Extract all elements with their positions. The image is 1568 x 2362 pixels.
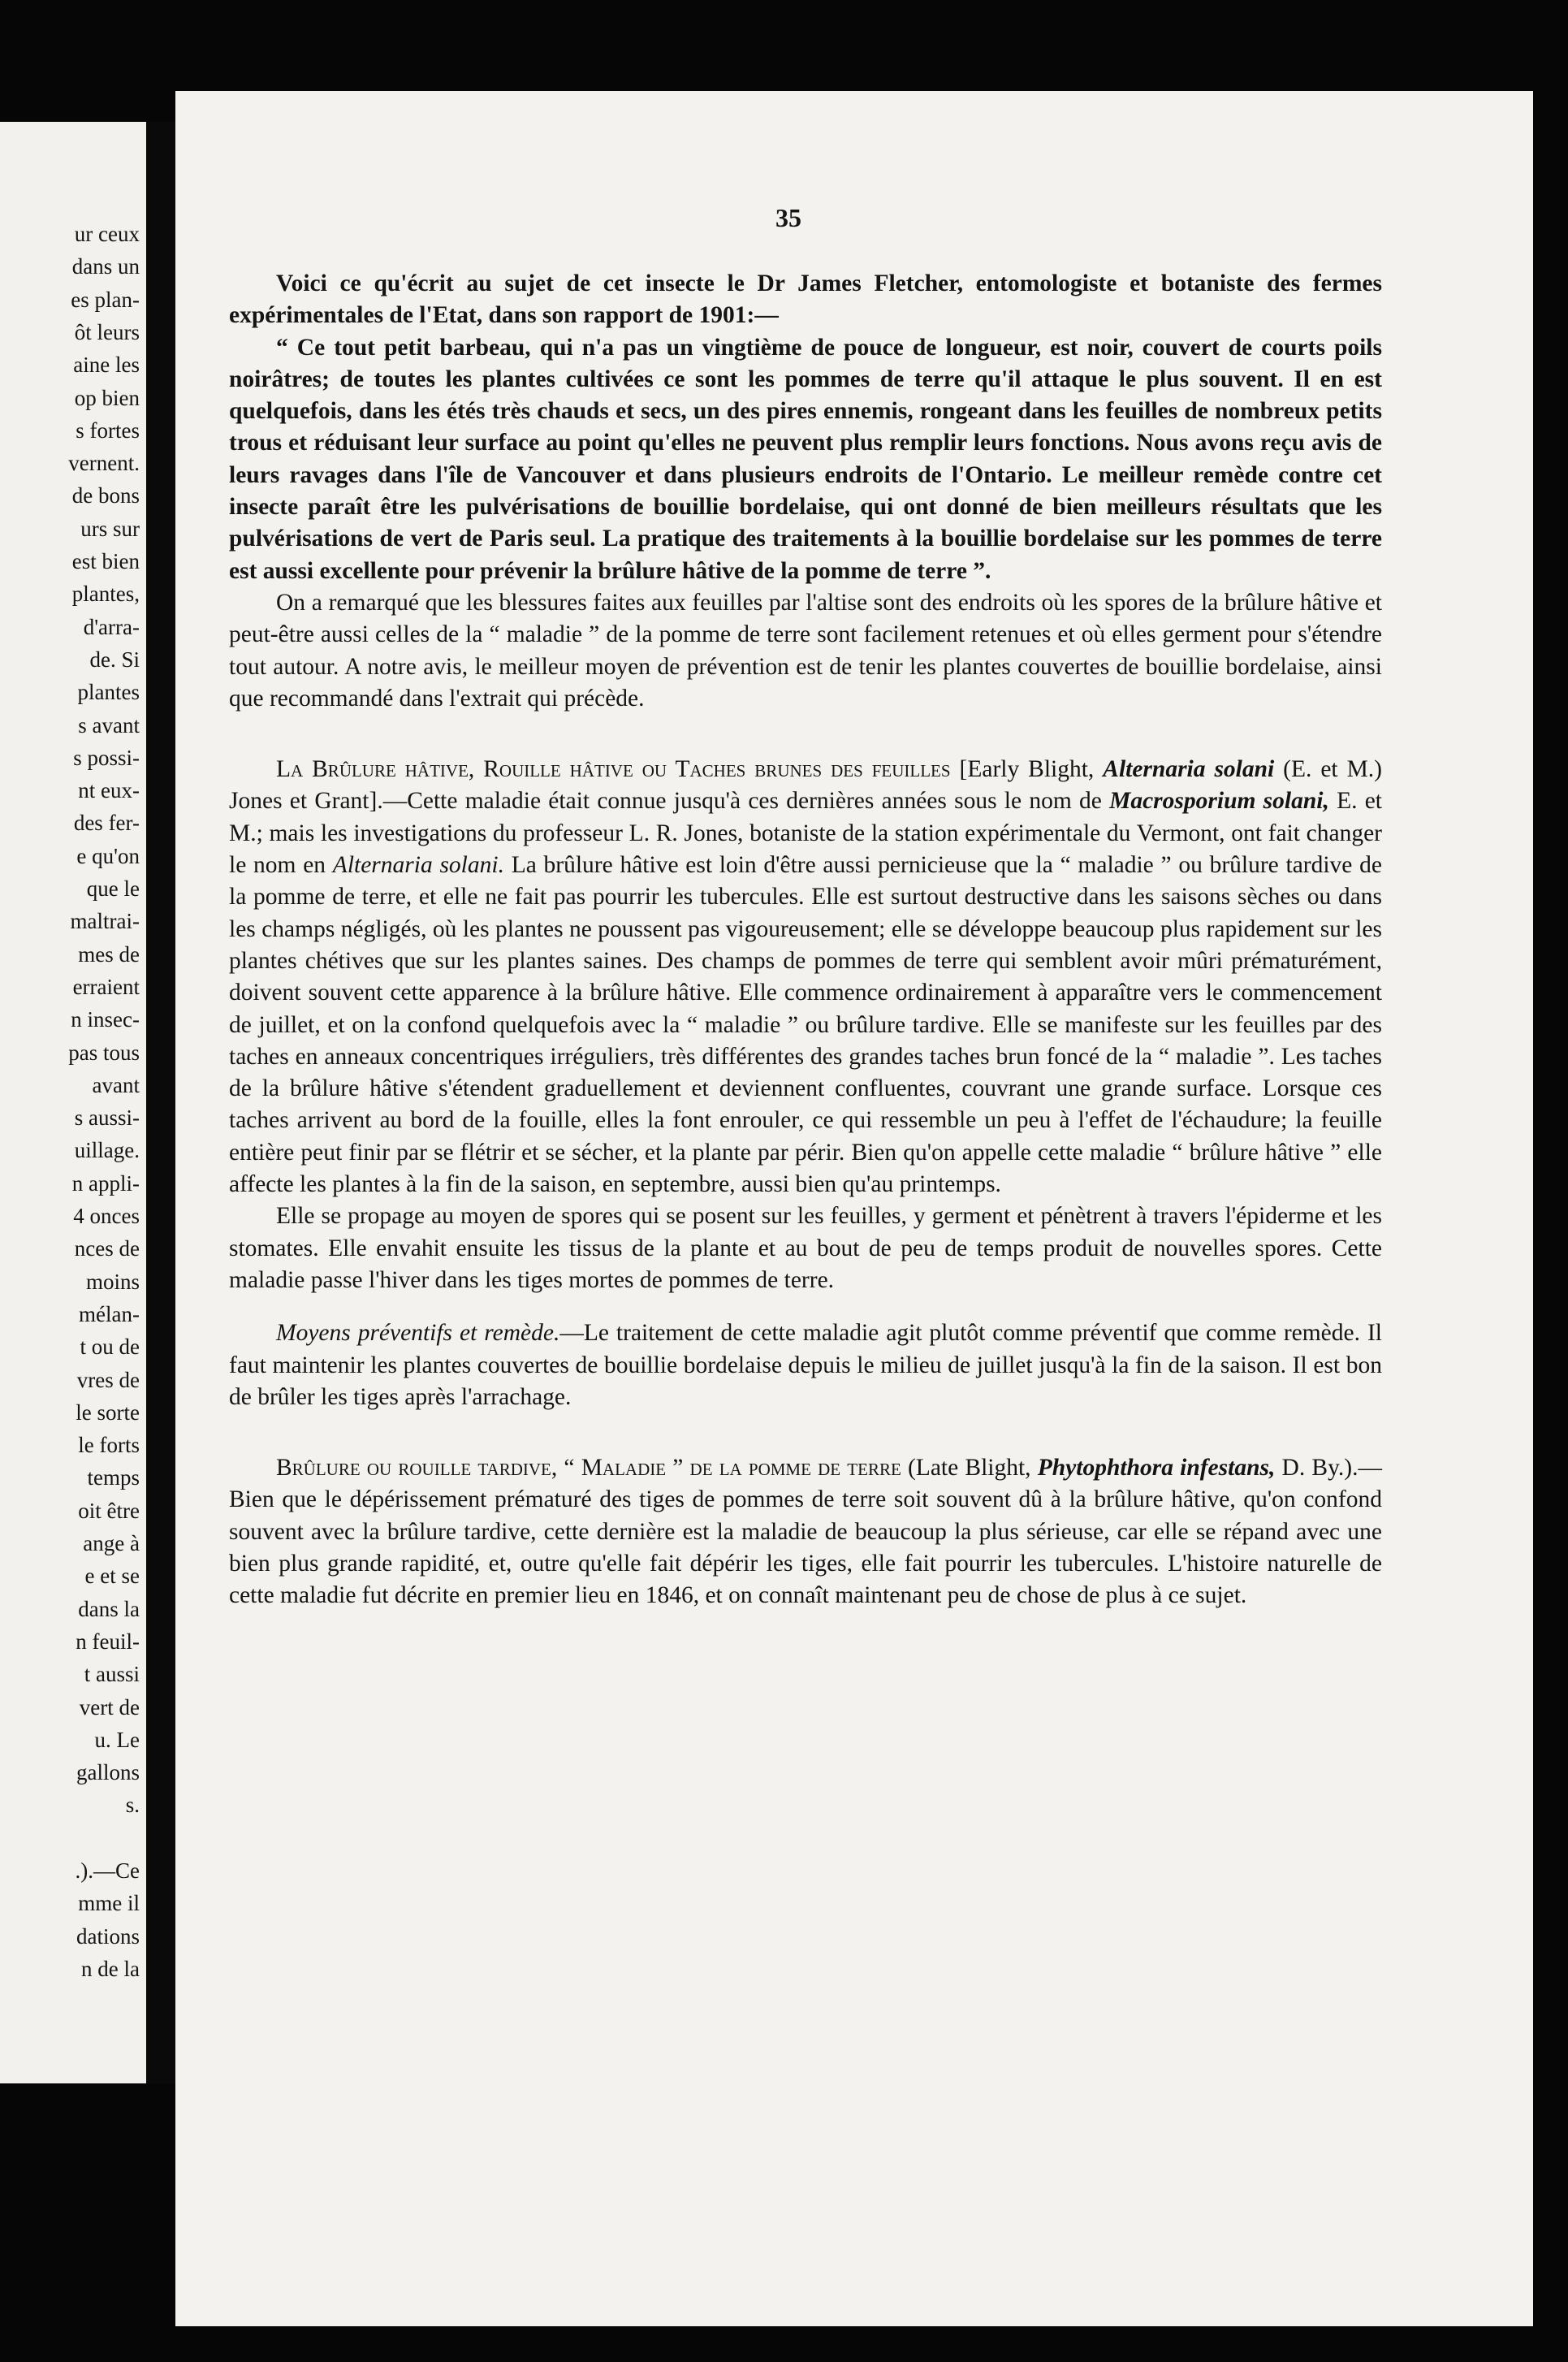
facing-page-line: t aussi: [84, 1662, 140, 1687]
facing-page-line: avant: [92, 1072, 140, 1097]
facing-page-line: d'arra-: [83, 614, 140, 639]
facing-page-line: le sorte: [76, 1399, 140, 1425]
facing-page-line: vres de: [76, 1367, 140, 1392]
facing-page-line: plantes,: [71, 582, 140, 607]
facing-page-line: n insec-: [71, 1007, 140, 1032]
facing-page-line: n feuil-: [76, 1629, 140, 1654]
facing-page-line: moins: [85, 1269, 140, 1294]
facing-page-line: nces de: [74, 1236, 140, 1261]
facing-page-line: ôt leurs: [74, 319, 140, 344]
section-late-blight: Brûlure ou rouille tardive, “ Maladie ” de la pomme de terre (Late Blight, Phytophthora infestans, D. By.).—Bien que le dépérissement prématuré des tiges de pommes de terre soit souvent dû à la brûlure hâtive, qu'on confond souvent avec la brûlure tardive, cette dernière est la maladie de beaucoup la plus sérieuse, car elle se répand avec une bien plus grande rapidité, et, outre qu'elle fait dépérir les tiges, elle fait pourrir les tubercules. L'histoire naturelle de cette maladie fut décrite en premier lieu en 1846, et on connaît maintenant peu de chose de plus à ce sujet.: [229, 1455, 1382, 1609]
facing-page-line: u. Le: [94, 1727, 140, 1752]
facing-page-line: des fer-: [73, 811, 140, 836]
facing-page-line: t ou de: [80, 1335, 140, 1360]
facing-page-line: aine les: [73, 353, 140, 378]
facing-page-line: pas tous: [68, 1040, 140, 1065]
facing-page-line: s possi-: [73, 745, 140, 770]
facing-page-line: mélan-: [79, 1301, 140, 1326]
facing-page-line: dans un: [71, 254, 140, 279]
facing-page-line: e et se: [84, 1564, 140, 1589]
facing-page-line: le forts: [78, 1433, 140, 1458]
paragraph-spores: Elle se propage au moyen de spores qui se posent sur les feuilles, y germent et pénètrent à travers l'épiderme et les stomates. Elle envahit ensuite les tissus de la plante et au bout de peu de temps produit de nouvelles spores. Cette maladie passe l'hiver dans les tiges mortes de pommes de terre.: [229, 1203, 1382, 1293]
facing-page-line: erraient: [72, 974, 140, 999]
facing-page-line: de. Si: [89, 647, 140, 672]
facing-page-line: de bons: [71, 483, 140, 508]
species-name: Alternaria solani.: [332, 852, 504, 879]
species-name: Alternaria solani: [1103, 756, 1275, 783]
book-gutter: [146, 122, 175, 2083]
section-heading-early-blight: La Brûlure hâtive, Rouille hâtive ou Taches brunes des feuilles: [276, 756, 951, 783]
facing-page-line: 4 onces: [73, 1204, 140, 1228]
facing-page-line: vert de: [79, 1694, 140, 1720]
facing-page-line: maltrai-: [70, 909, 140, 934]
remedies-label: Moyens préventifs et remède.: [276, 1320, 560, 1347]
paragraph-altise-wounds: On a remarqué que les blessures faites aux feuilles par l'altise sont des endroits où les spores de la brûlure hâtive et peut-être aussi celles de la “ maladie ” de la pomme de terre sont facilement retenues et où elles germent pour s'étendre tout autour. A notre avis, le meilleur moyen de prévention est de tenir les plantes couvertes de bouillie bordelaise, ainsi que recommandé dans l'extrait qui précède.: [229, 589, 1382, 712]
facing-page-line: vernent.: [68, 451, 140, 476]
page-body: [229, 268, 1382, 1612]
facing-page-line: urs sur: [80, 516, 140, 541]
facing-page-line: mes de: [78, 941, 140, 967]
facing-page-line: plantes: [77, 680, 140, 705]
facing-page-line: mme il: [78, 1891, 140, 1916]
page-number: 35: [775, 203, 801, 232]
facing-page-line: es plan-: [71, 287, 140, 312]
facing-page-line: que le: [86, 876, 140, 901]
facing-page-line: n appli-: [71, 1170, 140, 1196]
facing-page-line: oit être: [78, 1498, 140, 1523]
facing-page-line: nt eux-: [78, 778, 140, 803]
species-name: Phytophthora infestans,: [1037, 1455, 1276, 1482]
section-early-blight: La Brûlure hâtive, Rouille hâtive ou Taches brunes des feuilles [Early Blight, Alternaria solani (E. et M.) Jones et Grant].—Cette maladie était connue jusqu'à ces dernières années sous le nom de Macrosporium solani, E. et M.; mais les investigations du professeur L. R. Jones, botaniste de la station expérimentale du Vermont, ont fait changer le nom en Alternaria solani. La brûlure hâtive est loin d'être aussi pernicieuse que la “ maladie ” ou brûlure tardive de la pomme de terre, et elle ne fait pas pourrir les tubercules. Elle est surtout destructive dans les saisons sèches ou dans les champs négligés, où les plantes ne poussent pas vigoureusement; elle se développe beaucoup plus rapidement sur les plantes chétives que sur les plantes saines. Des champs de pommes de terre qui semblent avoir mûri prématurément, doivent souvent cette apparence à la brûlure hâtive. Elle commence ordinairement à apparaître vers le commencement de juillet, et on la confond quelquefois avec la “ maladie ” ou brûlure tardive. Elle se manifeste sur les feuilles par des taches en anneaux concentriques irréguliers, très différentes des grandes taches brun foncé de la “ maladie ”. Les taches de la brûlure hâtive s'étendent graduellement et deviennent confluentes, couvrant une grande surface. Lorsque ces taches arrivent au bord de la fouille, elles la font enrouler, ce qui ressemble un peu à l'effet de l'échaudure; la feuille entière peut finir par se flétrir et se sécher, et la plante par périr. Bien qu'on appelle cette maladie “ brûlure hâtive ” elle affecte les plantes à la fin de la saison, en septembre, aussi bien qu'au printemps.: [229, 756, 1382, 1198]
facing-page-line: ange à: [83, 1531, 140, 1555]
facing-page-line: uillage.: [74, 1138, 140, 1163]
facing-page-line: dans la: [78, 1596, 140, 1621]
facing-page-line: op bien: [74, 385, 140, 410]
facing-page-line: est bien: [71, 549, 140, 573]
paragraph-remedies: Moyens préventifs et remède.—Le traitement de cette maladie agit plutôt comme préventif que comme remède. Il faut maintenir les plantes couvertes de bouillie bordelaise depuis le milieu de juillet jusqu'à la fin de la saison. Il est bon de brûler les tiges après l'arrachage.: [229, 1320, 1382, 1410]
facing-page-line: s fortes: [76, 417, 140, 443]
paragraph-fletcher-quote: “ Ce tout petit barbeau, qui n'a pas un vingtième de pouce de longueur, est noir, couvert de courts poils noirâtres; de toutes les plantes cultivées ce sont les pommes de terre qu'il attaque le plus souvent. Il en est quelquefois, dans les étés très chauds et secs, un des pires ennemis, rongeant dans les feuilles de nombreux petits trous et réduisant leur surface au point qu'elles ne peuvent plus remplir leurs fonctions. Nous avons reçu avis de leurs ravages dans l'île de Vancouver et dans plusieurs endroits de l'Ontario. Le meilleur remède contre cet insecte paraît être les pulvérisations de bouillie bordelaise, qui ont donné de bien meilleurs résultats que les pulvérisations de vert de Paris seul. La pratique des traitements à la bouillie bordelaise sur les pommes de terre est aussi excellente pour prévenir la brûlure hâtive de la pomme de terre ”.: [229, 334, 1382, 584]
species-name: Macrosporium solani,: [1109, 788, 1329, 815]
facing-page-line: .).—Ce: [75, 1858, 140, 1883]
facing-page-line: temps: [87, 1465, 140, 1490]
facing-page-line: e qu'on: [76, 843, 140, 868]
facing-page-line: s.: [125, 1793, 140, 1818]
section-heading-late-blight: Brûlure ou rouille tardive, “ Maladie ” de la pomme de terre: [276, 1455, 901, 1482]
facing-page-line: s aussi-: [74, 1105, 140, 1131]
facing-page-line: s avant: [78, 712, 140, 738]
facing-page-line: gallons: [76, 1760, 140, 1785]
facing-page-line: n de la: [81, 1956, 140, 1981]
paragraph-fletcher-intro: Voici ce qu'écrit au sujet de cet insecte le Dr James Fletcher, entomologiste et botaniste des fermes expérimentales de l'Etat, dans son rapport de 1901:—: [229, 270, 1382, 329]
facing-page-line: ur ceux: [74, 222, 140, 246]
facing-page-fragment: [0, 122, 146, 2083]
facing-page-line: dations: [76, 1923, 140, 1949]
